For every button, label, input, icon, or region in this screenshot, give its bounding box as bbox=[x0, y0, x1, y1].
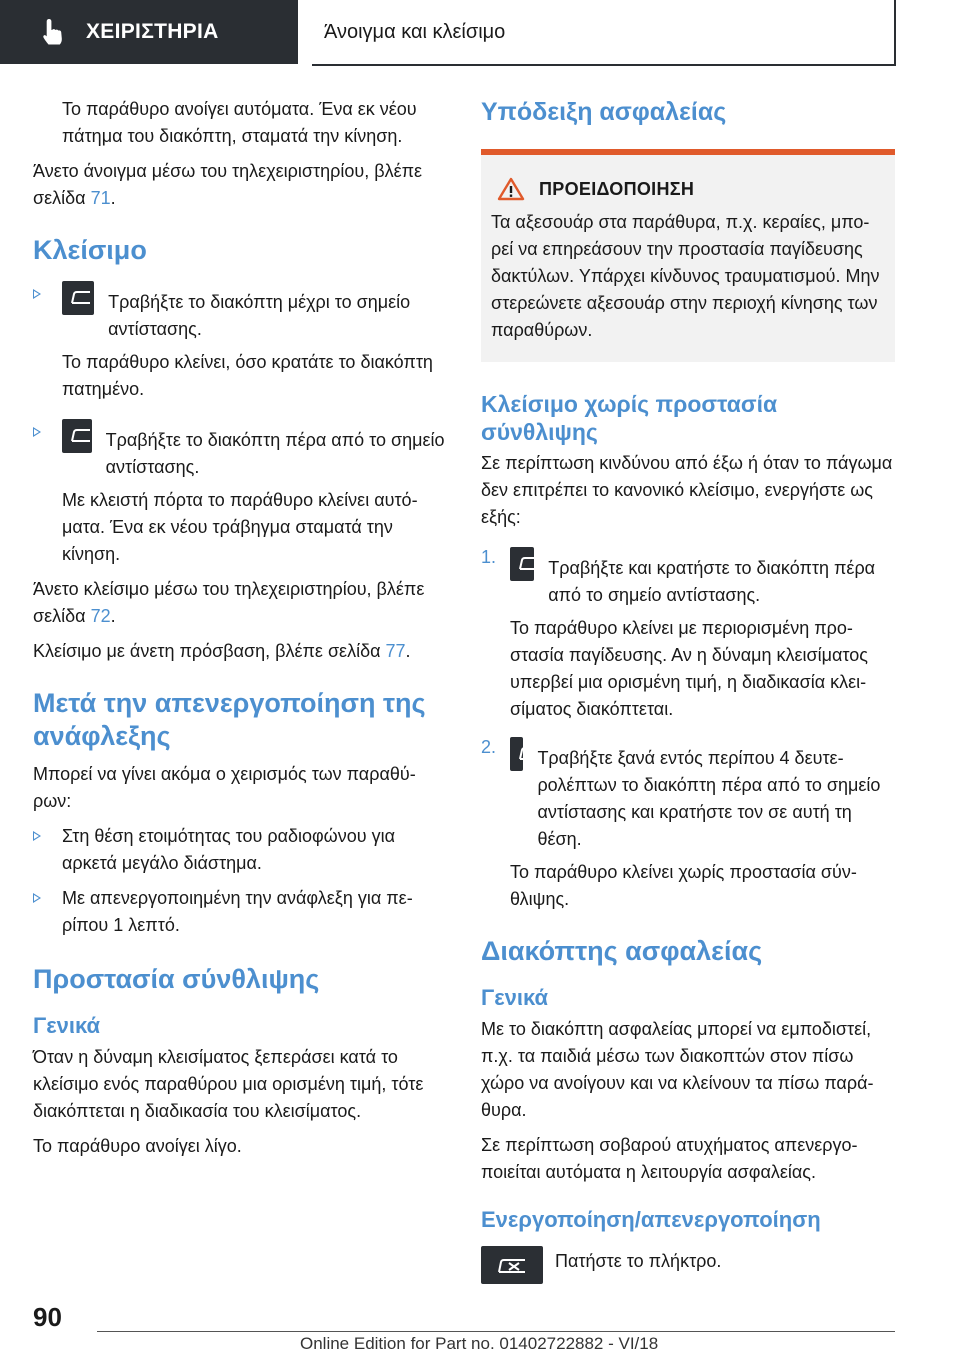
no-protection-step-2-result: Το παράθυρο κλείνει χωρίς προστασία σύνθλιψης. bbox=[510, 862, 857, 909]
list-item bbox=[33, 419, 447, 568]
lock-text-2: Σε περίπτωση σοβαρού ατυχήματος απενεργοποιείται αυτόματα η λειτουργία ασφαλείας. bbox=[481, 1135, 858, 1182]
warning-box bbox=[481, 155, 895, 362]
comfort-open-paragraph bbox=[33, 158, 447, 212]
list-item bbox=[33, 281, 447, 403]
warning-title: ΠΡΟΕΙΔΟΠΟΙΗΣΗ bbox=[539, 178, 695, 199]
window-switch-icon bbox=[510, 737, 523, 771]
footer-divider bbox=[97, 1331, 895, 1332]
after-ignition-text: Μπορεί να γίνει ακόμα ο χειρισμός των παραθύρων: bbox=[33, 764, 416, 811]
bullet-triangle-icon bbox=[33, 831, 41, 841]
safety-note-heading: Υπόδειξη ασφαλείας bbox=[481, 98, 727, 126]
comfort-open-text: Άνετο άνοιγμα μέσω του τηλεχειριστηρίου, βλέπε σελίδα bbox=[33, 161, 423, 208]
comfort-close-text: Άνετο κλείσιμο μέσω του τηλεχειριστηρίου, βλέπε σελίδα bbox=[33, 579, 425, 626]
keyless-period: . bbox=[405, 641, 411, 661]
comfort-close-period: . bbox=[110, 606, 116, 626]
closing-step-2: Τραβήξτε το διακόπτη πέρα από το σημείο αντίστασης. bbox=[105, 430, 445, 477]
page-link-71[interactable]: 71 bbox=[90, 188, 111, 208]
pinch-protection-text: Όταν η δύναμη κλεισίματος ξεπεράσει κατά το κλείσιμο ενός παραθύρου μια ορισμένη τιμή, τότε διακόπτεται η διαδικασία του κλεισίματος. bbox=[33, 1047, 424, 1121]
warning-text: Τα αξεσουάρ στα παράθυρα, π.χ. κεραίες, μπορεί να επηρεάσουν την προστασία παγίδευσης δακτύλων. Υπάρχει κίνδυνος τραυματισμού. Μην στερεώνετε αξεσουάρ στην περιοχή κίνησης των παραθύρων. bbox=[491, 212, 880, 340]
lock-general-subheading: Γενικά bbox=[481, 985, 549, 1010]
window-switch-icon bbox=[62, 419, 92, 453]
general-subheading: Γενικά bbox=[33, 1013, 101, 1038]
window-switch-icon bbox=[510, 547, 534, 581]
keyless-paragraph bbox=[33, 638, 447, 665]
list-item bbox=[33, 823, 447, 877]
after-ignition-item-2: Με απενεργοποιημένη την ανάφλεξη για περίπου 1 λεπτό. bbox=[62, 888, 413, 935]
bullet-triangle-icon bbox=[33, 289, 41, 299]
closing-step-2-result: Με κλειστή πόρτα το παράθυρο κλείνει αυτόματα. Ένα εκ νέου τράβηγμα σταματά την κίνηση. bbox=[62, 490, 418, 564]
toggle-text: Πατήστε το πλήκτρο. bbox=[555, 1251, 722, 1271]
no-protection-text: Σε περίπτωση κινδύνου από έξω ή όταν το πάγωμα δεν επιτρέπει το κανονικό κλείσιμο, ενεργήστε ως εξής: bbox=[481, 453, 893, 527]
warning-triangle-icon bbox=[497, 177, 525, 201]
section-tab-label: ΧΕΙΡΙΣΤΗΡΙΑ bbox=[86, 20, 219, 43]
toggle-row bbox=[481, 1246, 895, 1284]
pinch-protection-heading: Προστασία σύνθλιψης bbox=[33, 964, 320, 994]
list-item bbox=[33, 885, 447, 939]
intro-paragraph: Το παράθυρο ανοίγει αυτόματα. Ένα εκ νέου πάτημα του διακόπτη, σταματά την κίνηση. bbox=[62, 99, 417, 146]
page-number: 90 bbox=[33, 1302, 62, 1332]
chapter-title: Άνοιγμα και κλείσιμο bbox=[324, 20, 506, 43]
window-switch-icon bbox=[62, 281, 94, 315]
no-protection-heading: Κλείσιμο χωρίς προστασία σύνθλιψης bbox=[481, 391, 778, 445]
chapter-header bbox=[312, 0, 896, 66]
warning-title-row bbox=[497, 177, 885, 201]
bullet-triangle-icon bbox=[33, 427, 41, 437]
no-protection-step-1-result: Το παράθυρο κλείνει με περιορισμένη προστασία παγίδευσης. Αν η δύναμη κλεισίματος υπερβεί μια ορισμένη τιμή, η διαδικασία κλεισίματος διακόπτεται. bbox=[510, 618, 868, 719]
step-number: 2. bbox=[481, 737, 497, 757]
keyless-text: Κλείσιμο με άνετη πρόσβαση, βλέπε σελίδα bbox=[33, 641, 386, 661]
pinch-protection-text-2: Το παράθυρο ανοίγει λίγο. bbox=[33, 1136, 242, 1156]
section-tab[interactable] bbox=[0, 0, 298, 64]
page-link-77[interactable]: 77 bbox=[385, 641, 406, 661]
step-number: 1. bbox=[481, 547, 497, 567]
hand-pointer-icon bbox=[40, 17, 66, 47]
right-column bbox=[481, 96, 895, 1284]
no-protection-step-2: Τραβήξτε ξανά εντός περίπου 4 δευτερολέπτων το διακόπτη πέρα από το σημείο αντίστασης και κρατήστε τον σε αυτή τη θέση. bbox=[537, 748, 881, 849]
comfort-close-paragraph bbox=[33, 576, 447, 630]
no-protection-step-1: Τραβήξτε και κρατήστε το διακόπτη πέρα από το σημείο αντίστασης. bbox=[548, 558, 876, 605]
lock-switch-heading: Διακόπτης ασφαλείας bbox=[481, 936, 763, 966]
left-column bbox=[33, 96, 447, 1168]
window-lock-key-icon bbox=[481, 1246, 543, 1284]
page-link-72[interactable]: 72 bbox=[90, 606, 111, 626]
lock-text-1: Με το διακόπτη ασφαλείας μπορεί να εμποδιστεί, π.χ. τα παιδιά μέσω των διακοπτών στον πίσω χώρο να ανοίγουν και να κλείνουν τα πίσω παράθυρα. bbox=[481, 1019, 874, 1120]
closing-step-1: Τραβήξτε το διακόπτη μέχρι το σημείο αντίστασης. bbox=[108, 292, 411, 339]
comfort-open-period: . bbox=[110, 188, 116, 208]
list-item bbox=[481, 547, 895, 723]
list-item bbox=[481, 737, 895, 913]
bullet-triangle-icon bbox=[33, 893, 41, 903]
closing-heading: Κλείσιμο bbox=[33, 235, 147, 265]
after-ignition-item-1: Στη θέση ετοιμότητας του ραδιοφώνου για αρκετά μεγάλο διάστημα. bbox=[62, 826, 395, 873]
closing-step-1-result: Το παράθυρο κλείνει, όσο κρατάτε το διακόπτη πατημένο. bbox=[62, 352, 433, 399]
toggle-heading: Ενεργοποίηση/απενεργοποίηση bbox=[481, 1207, 821, 1232]
edition-text: Online Edition for Part no. 01402722882 - VI/18 bbox=[300, 1334, 659, 1353]
after-ignition-heading: Μετά την απενεργοποίηση της ανάφλεξης bbox=[33, 688, 426, 751]
page-header bbox=[0, 0, 960, 66]
